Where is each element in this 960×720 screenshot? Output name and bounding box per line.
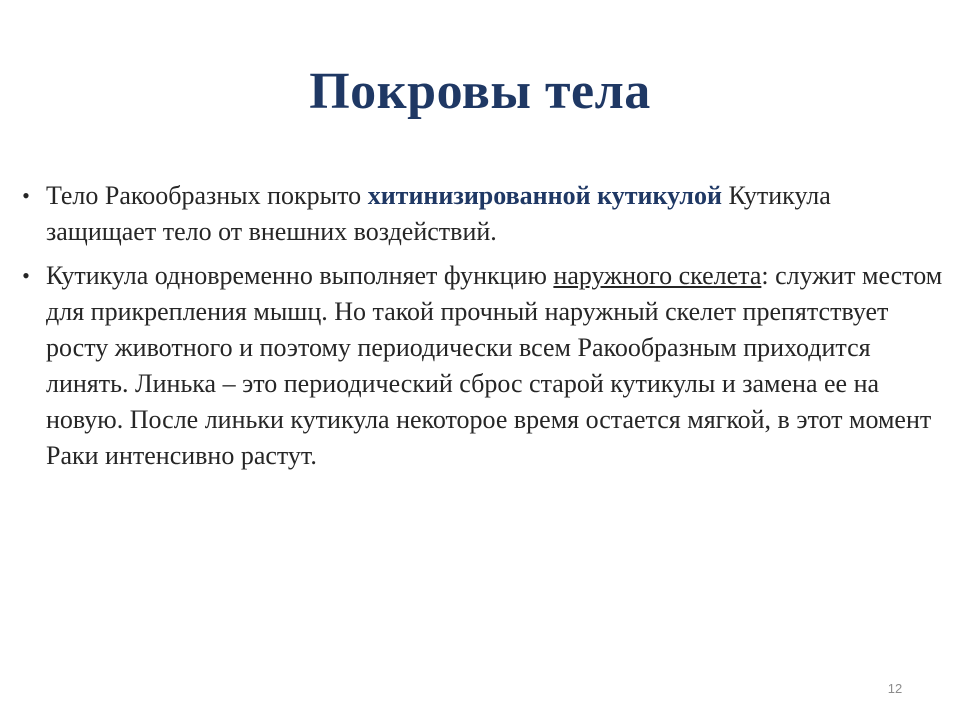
emphasized-term: хитинизированной кутикулой — [367, 181, 723, 210]
bullet-text: Кутикула одновременно выполняет функцию — [46, 261, 554, 290]
bullet-dot-icon: • — [22, 263, 30, 288]
bullet-text: : служит местом для прикрепления мышц. Но такой прочный наружный скелет препятствует росту животного и поэтому периодически всем Ракообразным приходится линять. Линька – это периодический сброс старой кутикулы и замена ее на новую. После линьки кутикула некоторое время остается мягкой, в этот момент Раки интенсивно растут. — [46, 261, 943, 470]
underlined-term: наружного скелета — [553, 261, 762, 290]
bullet-dot-icon: • — [22, 183, 30, 208]
bullet-item — [14, 178, 944, 250]
bullet-list — [14, 178, 944, 482]
bullet-text: Кутикула защищает тело от внешних воздействий. — [46, 181, 831, 246]
slide-title: Покровы тела — [309, 63, 651, 120]
bullet-item — [14, 258, 944, 474]
bullet-text: Тело Ракообразных покрыто — [46, 181, 368, 210]
page-number: 12 — [887, 681, 903, 696]
